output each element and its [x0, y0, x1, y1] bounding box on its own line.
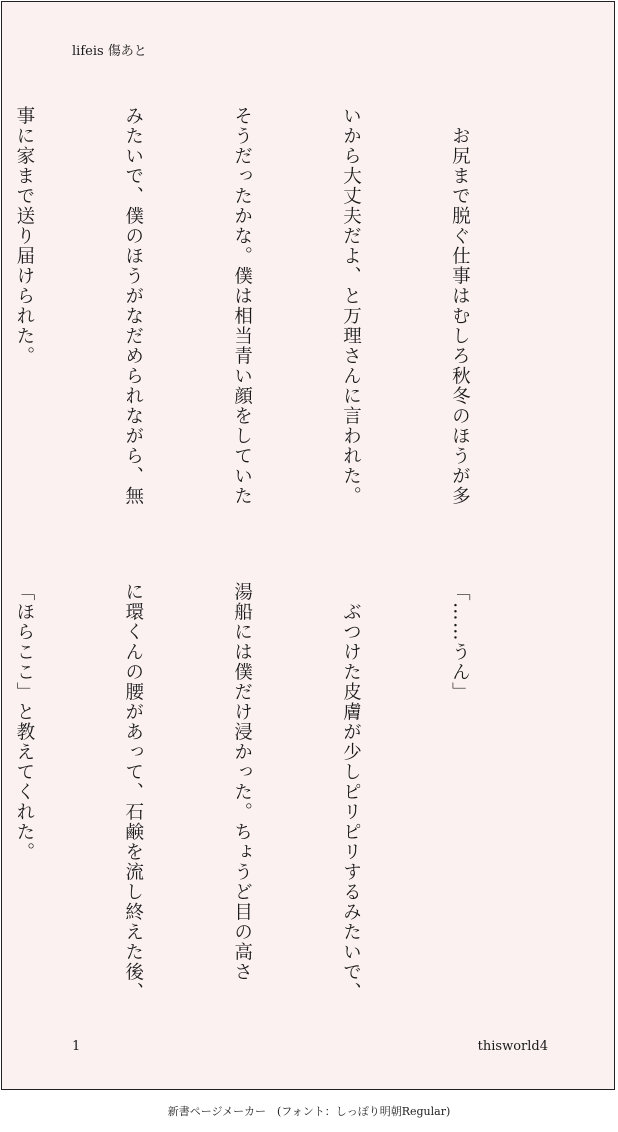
text-line: 湯船には僕だけ浸かった。ちょうど目の高さ — [231, 582, 253, 982]
author-name: thisworld4 — [477, 1039, 548, 1054]
text-line: 事に家まで送り届けられた。 — [13, 106, 35, 366]
text-block-bottom — [0, 582, 550, 1002]
text-line: に環くんの腰があって、石鹸を流し終えた後、 — [122, 582, 144, 1002]
text-line: お尻まで脱ぐ仕事はむしろ秋冬のほうが多 — [449, 106, 471, 506]
book-page — [1, 1, 615, 1090]
text-line: みたいで、僕のほうがなだめられながら、無 — [122, 106, 144, 506]
text-line: 「……うん」 — [449, 582, 471, 702]
running-header-title: lifeis 傷あと — [72, 44, 147, 59]
text-line: 「ほらここ」と教えてくれた。 — [13, 582, 35, 862]
text-line: ぶつけた皮膚が少しピリピリするみたいで、 — [340, 582, 362, 1002]
generator-credit: 新書ページメーカー (フォント：しっぽり明朝Regular) — [167, 1105, 451, 1118]
text-line: そうだったかな。僕は相当青い顔をしていた — [231, 106, 253, 506]
page-number: 1 — [72, 1039, 81, 1054]
text-block-top — [0, 106, 550, 526]
text-line: いから大丈夫だよ、と万理さんに言われた。 — [340, 106, 362, 506]
